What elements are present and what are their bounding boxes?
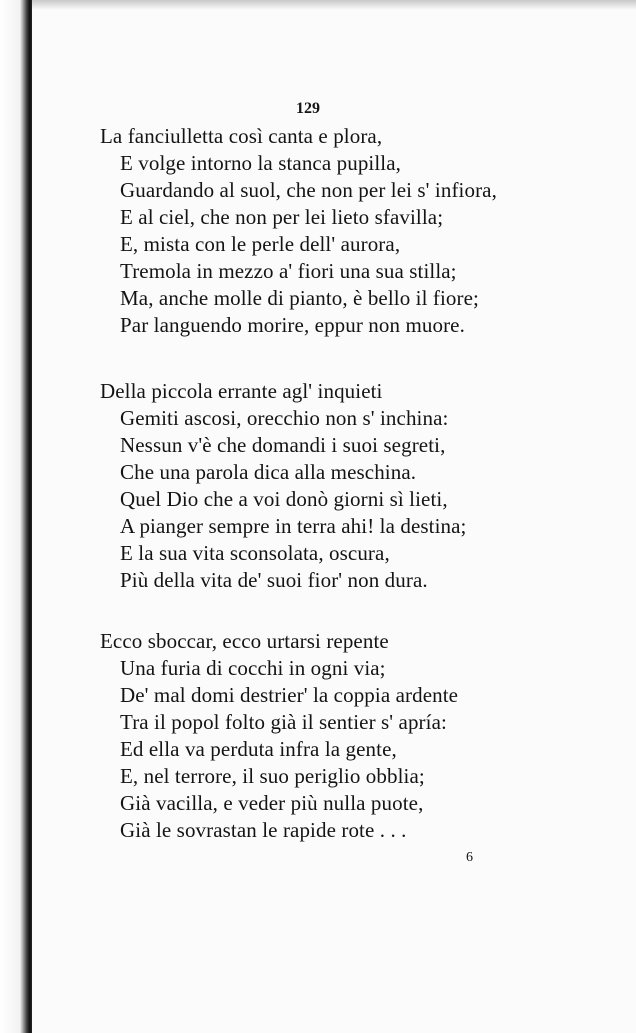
stanza-1	[100, 123, 497, 339]
verse-line: E, nel terrore, il suo periglio obblia;	[120, 764, 425, 788]
verse-line: Che una parola dica alla meschina.	[120, 460, 417, 484]
verse-line: E la sua vita sconsolata, oscura,	[120, 541, 390, 565]
stanza-2	[100, 378, 467, 594]
verse-line: Della piccola errante agl' inquieti	[100, 379, 383, 403]
verse-line: Guardando al suol, che non per lei s' infiora,	[120, 178, 497, 202]
verse-line: E, mista con le perle dell' aurora,	[120, 232, 401, 256]
verse-line: Quel Dio che a voi donò giorni sì lieti,	[120, 487, 448, 511]
binding-gutter	[0, 0, 32, 1033]
verse-line: Tra il popol folto già il sentier s' apría:	[120, 710, 447, 734]
verse-line: Già vacilla, e veder più nulla puote,	[120, 791, 424, 815]
verse-line: Ecco sboccar, ecco urtarsi repente	[100, 629, 389, 653]
verse-line: Già le sovrastan le rapide rote . . .	[120, 818, 407, 842]
verse-line: De' mal domi destrier' la coppia ardente	[120, 683, 459, 707]
verse-line: Par languendo morire, eppur non muore.	[120, 313, 465, 337]
verse-line: E al ciel, che non per lei lieto sfavilla;	[120, 205, 444, 229]
verse-line: Una furia di cocchi in ogni via;	[120, 656, 386, 680]
stanza-3	[100, 628, 458, 844]
verse-line: Gemiti ascosi, orecchio non s' inchina:	[120, 406, 449, 430]
verse-line: A pianger sempre in terra ahi! la destina;	[120, 514, 467, 538]
verse-line: Tremola in mezzo a' fiori una sua stilla;	[120, 259, 457, 283]
verse-line: Ed ella va perduta infra la gente,	[120, 737, 397, 761]
verse-line: Più della vita de' suoi fior' non dura.	[120, 568, 428, 592]
verse-line: Nessun v'è che domandi i suoi segreti,	[120, 433, 446, 457]
page-number: 129	[296, 100, 320, 117]
verse-line: Ma, anche molle di pianto, è bello il fiore;	[120, 286, 479, 310]
page-top-shadow	[32, 0, 636, 10]
verse-line: La fanciulletta così canta e plora,	[100, 124, 383, 148]
signature-mark: 6	[466, 850, 473, 865]
verse-line: E volge intorno la stanca pupilla,	[120, 151, 401, 175]
